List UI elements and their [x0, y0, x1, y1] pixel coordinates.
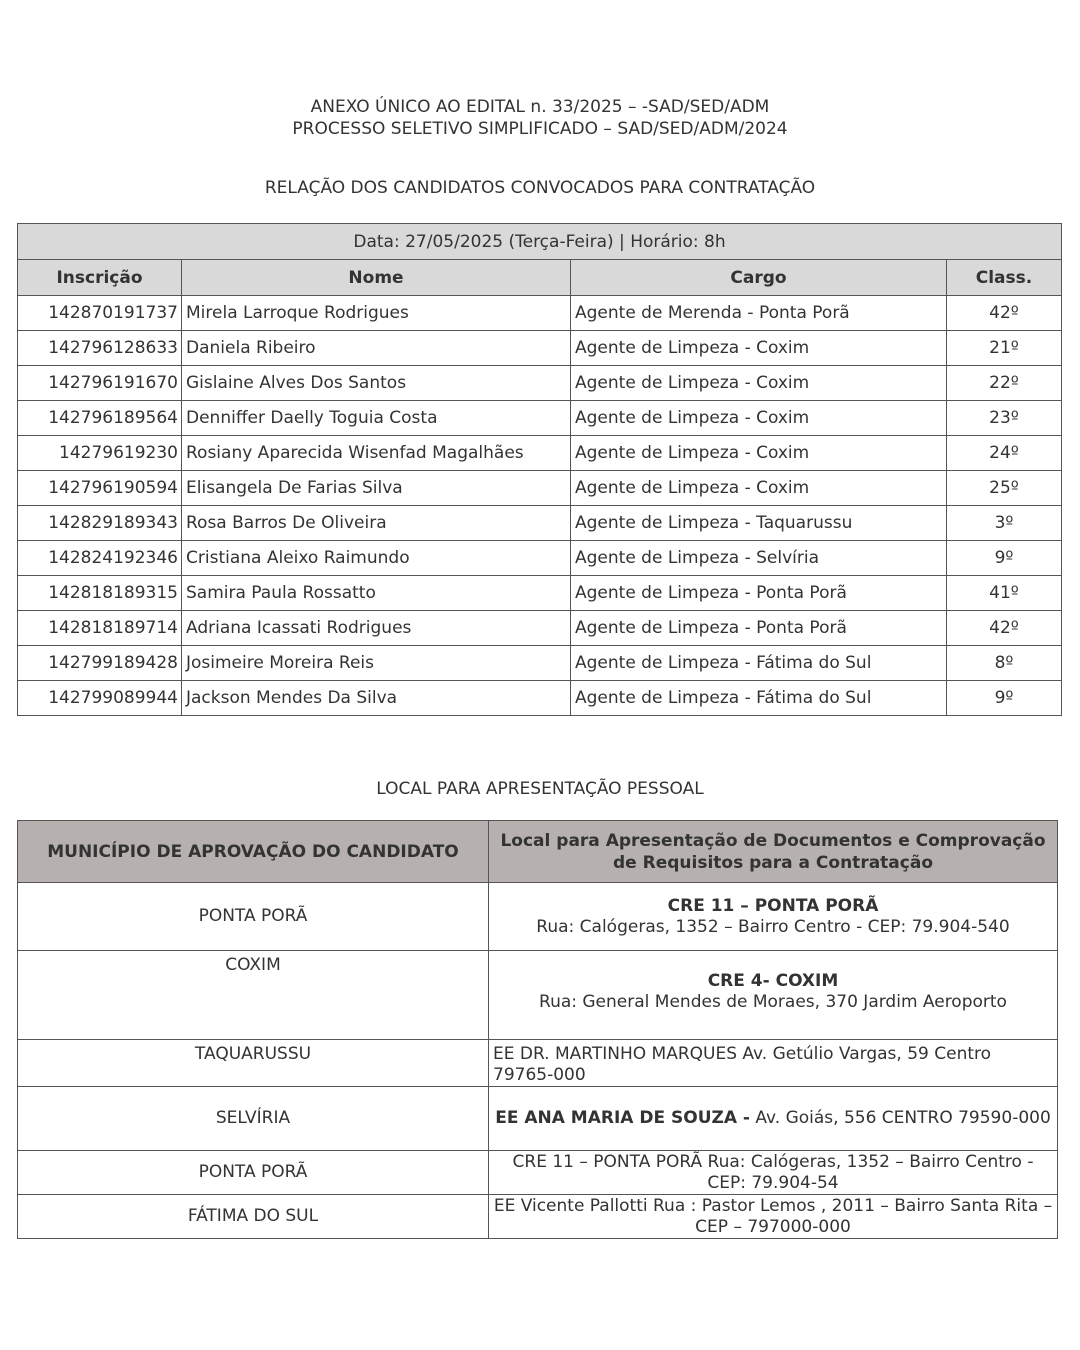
cell-nome: Mirela Larroque Rodrigues — [182, 296, 571, 331]
table-row — [18, 1195, 1058, 1239]
cell-inscricao: 142818189714 — [18, 611, 182, 646]
cell-cargo: Agente de Limpeza - Coxim — [571, 436, 947, 471]
cell-cargo: Agente de Limpeza - Selvíria — [571, 541, 947, 576]
cell-class: 42º — [947, 296, 1062, 331]
cell-nome: Denniffer Daelly Toguia Costa — [182, 401, 571, 436]
cell-inscricao: 142796190594 — [18, 471, 182, 506]
table-row — [18, 1040, 1058, 1087]
cell-nome: Samira Paula Rossatto — [182, 576, 571, 611]
table-row — [18, 401, 1062, 436]
table-row — [18, 296, 1062, 331]
cell-nome: Daniela Ribeiro — [182, 331, 571, 366]
cell-municipio: SELVÍRIA — [18, 1087, 489, 1151]
local-address: CRE 11 – PONTA PORÃ Rua: Calógeras, 1352 – Bairro Centro - CEP: 79.904-54 — [512, 1151, 1034, 1193]
cell-class: 21º — [947, 331, 1062, 366]
cell-local — [489, 1151, 1058, 1195]
cell-cargo: Agente de Limpeza - Coxim — [571, 366, 947, 401]
cell-class: 8º — [947, 646, 1062, 681]
cell-nome: Gislaine Alves Dos Santos — [182, 366, 571, 401]
cell-municipio: FÁTIMA DO SUL — [18, 1195, 489, 1239]
cell-inscricao: 14279619230 — [18, 436, 182, 471]
cell-local — [489, 1087, 1058, 1151]
cell-cargo: Agente de Limpeza - Ponta Porã — [571, 611, 947, 646]
cell-class: 24º — [947, 436, 1062, 471]
table-row — [18, 611, 1062, 646]
cell-municipio: TAQUARUSSU — [18, 1040, 489, 1087]
cell-local — [489, 883, 1058, 951]
cell-nome: Adriana Icassati Rodrigues — [182, 611, 571, 646]
cell-inscricao: 142818189315 — [18, 576, 182, 611]
cell-cargo: Agente de Limpeza - Ponta Porã — [571, 576, 947, 611]
cell-local — [489, 951, 1058, 1040]
local-address: Rua: General Mendes de Moraes, 370 Jardim Aeroporto — [539, 992, 1007, 1012]
table-row — [18, 883, 1058, 951]
cell-inscricao: 142824192346 — [18, 541, 182, 576]
list-title: RELAÇÃO DOS CANDIDATOS CONVOCADOS PARA CONTRATAÇÃO — [264, 178, 816, 198]
cell-municipio: COXIM — [18, 951, 489, 1040]
col-header-class: Class. — [947, 260, 1062, 296]
cell-nome: Josimeire Moreira Reis — [182, 646, 571, 681]
cell-cargo: Agente de Limpeza - Fátima do Sul — [571, 681, 947, 716]
cell-class: 42º — [947, 611, 1062, 646]
local-address: Rua: Calógeras, 1352 – Bairro Centro - CEP: 79.904-540 — [536, 916, 1010, 937]
cell-cargo: Agente de Limpeza - Coxim — [571, 401, 947, 436]
cell-nome: Cristiana Aleixo Raimundo — [182, 541, 571, 576]
cell-nome: Rosiany Aparecida Wisenfad Magalhães — [182, 436, 571, 471]
cell-municipio: PONTA PORÃ — [18, 1151, 489, 1195]
table-row — [18, 646, 1062, 681]
table-row — [18, 951, 1058, 1040]
cell-inscricao: 142796191670 — [18, 366, 182, 401]
cell-class: 3º — [947, 506, 1062, 541]
cell-inscricao: 142796189564 — [18, 401, 182, 436]
process-title: PROCESSO SELETIVO SIMPLIFICADO – SAD/SED/ADM/2024 — [292, 119, 788, 139]
local-address: Av. Goiás, 556 CENTRO 79590-000 — [749, 1108, 1051, 1128]
col-header-nome: Nome — [182, 260, 571, 296]
cell-inscricao: 142796128633 — [18, 331, 182, 366]
table-row — [18, 681, 1062, 716]
cell-inscricao: 142799189428 — [18, 646, 182, 681]
cell-cargo: Agente de Limpeza - Coxim — [571, 471, 947, 506]
cell-cargo: Agente de Limpeza - Coxim — [571, 331, 947, 366]
cell-inscricao: 142799089944 — [18, 681, 182, 716]
cell-inscricao: 142870191737 — [18, 296, 182, 331]
local-name: EE ANA MARIA DE SOUZA - — [495, 1108, 750, 1128]
table-row — [18, 471, 1062, 506]
cell-class: 41º — [947, 576, 1062, 611]
cell-cargo: Agente de Merenda - Ponta Porã — [571, 296, 947, 331]
table-row — [18, 436, 1062, 471]
cell-class: 25º — [947, 471, 1062, 506]
table-row — [18, 506, 1062, 541]
table-row — [18, 1087, 1058, 1151]
col-header-municipio: MUNICÍPIO DE APROVAÇÃO DO CANDIDATO — [18, 821, 489, 883]
cell-class: 9º — [947, 681, 1062, 716]
col-header-cargo: Cargo — [571, 260, 947, 296]
cell-nome: Rosa Barros De Oliveira — [182, 506, 571, 541]
local-address: EE Vicente Pallotti Rua : Pastor Lemos , 2011 – Bairro Santa Rita – CEP – 797000-000 — [493, 1195, 1053, 1237]
cell-class: 23º — [947, 401, 1062, 436]
table-row — [18, 1151, 1058, 1195]
cell-local — [489, 1195, 1058, 1239]
cell-cargo: Agente de Limpeza - Fátima do Sul — [571, 646, 947, 681]
edital-title: ANEXO ÚNICO AO EDITAL n. 33/2025 – -SAD/SED/ADM — [310, 97, 770, 117]
candidates-table — [17, 223, 1062, 716]
schedule-date: Data: 27/05/2025 (Terça-Feira) | Horário: 8h — [18, 224, 1062, 260]
cell-cargo: Agente de Limpeza - Taquarussu — [571, 506, 947, 541]
cell-class: 9º — [947, 541, 1062, 576]
table-row — [18, 541, 1062, 576]
cell-nome: Jackson Mendes Da Silva — [182, 681, 571, 716]
table-row — [18, 576, 1062, 611]
local-title: LOCAL PARA APRESENTAÇÃO PESSOAL — [376, 779, 704, 799]
local-name: CRE 4- COXIM — [707, 971, 839, 991]
local-address: EE DR. MARTINHO MARQUES Av. Getúlio Vargas, 59 Centro 79765-000 — [493, 1044, 992, 1085]
col-header-local: Local para Apresentação de Documentos e Comprovação de Requisitos para a Contratação — [489, 821, 1058, 883]
cell-local — [489, 1040, 1058, 1087]
table-row — [18, 366, 1062, 401]
table-row — [18, 331, 1062, 366]
cell-inscricao: 142829189343 — [18, 506, 182, 541]
local-table — [17, 820, 1058, 1239]
cell-class: 22º — [947, 366, 1062, 401]
col-header-inscricao: Inscrição — [18, 260, 182, 296]
cell-municipio: PONTA PORÃ — [18, 883, 489, 951]
local-name: CRE 11 – PONTA PORÃ — [667, 895, 879, 916]
cell-nome: Elisangela De Farias Silva — [182, 471, 571, 506]
